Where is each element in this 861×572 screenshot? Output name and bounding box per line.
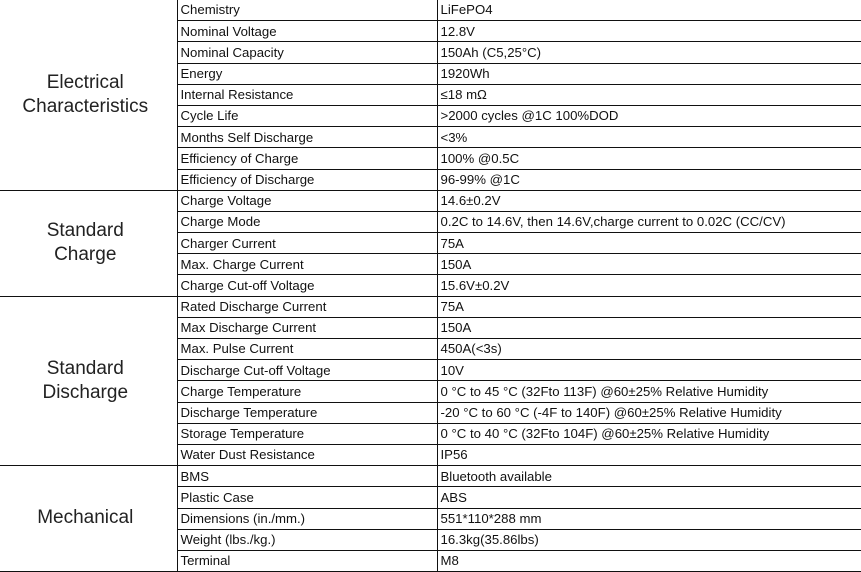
parameter-name: Max. Charge Current [177,254,437,275]
parameter-name: Months Self Discharge [177,127,437,148]
parameter-value: 16.3kg(35.86lbs) [437,529,861,550]
parameter-value: 0 °C to 45 °C (32Fto 113F) @60±25% Relative Humidity [437,381,861,402]
parameter-name: Nominal Voltage [177,21,437,42]
parameter-value: Bluetooth available [437,466,861,487]
spec-row [0,0,861,21]
parameter-value: 100% @0.5C [437,148,861,169]
parameter-name: Internal Resistance [177,84,437,105]
parameter-name: Plastic Case [177,487,437,508]
parameter-value: 0 °C to 40 °C (32Fto 104F) @60±25% Relative Humidity [437,423,861,444]
parameter-value: ≤18 mΩ [437,84,861,105]
parameter-name: Cycle Life [177,105,437,126]
parameter-value: -20 °C to 60 °C (-4F to 140F) @60±25% Relative Humidity [437,402,861,423]
parameter-value: LiFePO4 [437,0,861,21]
parameter-value: 96-99% @1C [437,169,861,190]
parameter-name: Charge Voltage [177,190,437,211]
parameter-name: Max. Pulse Current [177,339,437,360]
parameter-value: 12.8V [437,21,861,42]
parameter-value: 150A [437,317,861,338]
parameter-value: 0.2C to 14.6V, then 14.6V,charge current to 0.02C (CC/CV) [437,211,861,232]
parameter-value: 551*110*288 mm [437,508,861,529]
parameter-value: <3% [437,127,861,148]
parameter-value: M8 [437,550,861,571]
section-title [0,0,177,190]
parameter-name: Energy [177,63,437,84]
parameter-name: Discharge Temperature [177,402,437,423]
parameter-name: Weight (lbs./kg.) [177,529,437,550]
section-title-line: Standard [46,219,124,241]
parameter-name: Charge Temperature [177,381,437,402]
parameter-value: >2000 cycles @1C 100%DOD [437,105,861,126]
parameter-value: 150A [437,254,861,275]
parameter-name: Efficiency of Charge [177,148,437,169]
parameter-value: 150Ah (C5,25°C) [437,42,861,63]
parameter-name: Nominal Capacity [177,42,437,63]
parameter-value: 450A(<3s) [437,339,861,360]
parameter-name: Efficiency of Discharge [177,169,437,190]
parameter-name: Terminal [177,550,437,571]
parameter-name: Rated Discharge Current [177,296,437,317]
parameter-value: 1920Wh [437,63,861,84]
parameter-value: 10V [437,360,861,381]
parameter-value: 14.6±0.2V [437,190,861,211]
section-title-line: Mechanical [37,507,134,529]
spec-row [0,190,861,211]
parameter-name: Water Dust Resistance [177,444,437,465]
parameter-name: Chemistry [177,0,437,21]
parameter-name: Charge Mode [177,211,437,232]
section-title-line: Discharge [42,381,129,403]
section-title [0,466,177,572]
section-title-line: Standard [46,357,124,379]
parameter-value: IP56 [437,444,861,465]
parameter-value: 75A [437,296,861,317]
parameter-name: BMS [177,466,437,487]
section-title [0,296,177,466]
parameter-value: 75A [437,233,861,254]
parameter-name: Max Discharge Current [177,317,437,338]
section-title [0,190,177,296]
parameter-value: 15.6V±0.2V [437,275,861,296]
parameter-name: Charge Cut-off Voltage [177,275,437,296]
section-title-line: Charge [54,244,117,266]
section-title-line: Characteristics [22,95,149,117]
parameter-name: Charger Current [177,233,437,254]
parameter-value: ABS [437,487,861,508]
spec-row [0,296,861,317]
parameter-name: Discharge Cut-off Voltage [177,360,437,381]
parameter-name: Dimensions (in./mm.) [177,508,437,529]
parameter-name: Storage Temperature [177,423,437,444]
spec-row [0,466,861,487]
section-title-line: Electrical [46,71,124,93]
